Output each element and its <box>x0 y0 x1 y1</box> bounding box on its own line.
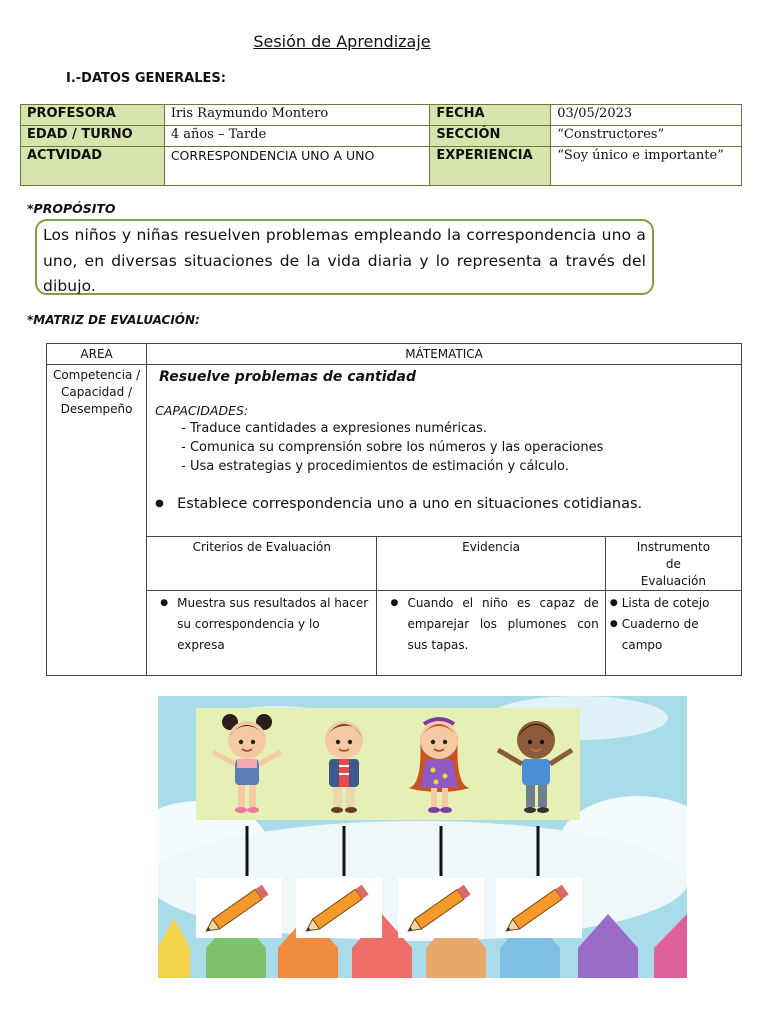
experiencia-value: “Soy único e importante” <box>551 147 742 186</box>
criterios-header: Criterios de Evaluación <box>147 537 377 591</box>
actividad-label: ACTVIDAD <box>21 147 165 186</box>
profesora-value: Iris Raymundo Montero <box>164 105 429 126</box>
purpose-box <box>35 219 654 295</box>
bullet-icon: ● <box>390 598 399 608</box>
competencia-title: Resuelve problemas de cantidad <box>159 369 416 385</box>
competencia-content-cell <box>147 365 742 537</box>
general-data-table <box>20 104 742 186</box>
instrumento-header-line: Instrumento <box>636 540 711 554</box>
capacidad-item: - Traduce cantidades a expresiones numéricas. <box>181 419 733 438</box>
bullet-icon: ● <box>155 498 164 509</box>
document-title: Sesión de Aprendizaje <box>253 32 431 51</box>
experiencia-label: EXPERIENCIA <box>430 147 551 186</box>
criterio-cell <box>147 591 377 676</box>
bullet-icon: ● <box>160 598 169 608</box>
area-value: MÁTEMATICA <box>147 344 742 365</box>
seccion-label: SECCIÓN <box>430 126 551 147</box>
instrumento-header-line: Evaluación <box>640 574 706 588</box>
capacidad-item: - Comunica su comprensión sobre los números y las operaciones <box>181 438 733 457</box>
evidencia-header: Evidencia <box>377 537 605 591</box>
instrumento-item: Cuaderno de campo <box>621 617 699 652</box>
actividad-value: CORRESPONDENCIA UNO A UNO <box>164 147 429 186</box>
bullet-icon: ● <box>609 598 618 608</box>
evidencia-text: Cuando el niño es capaz de emparejar los plumones con sus tapas. <box>407 596 599 652</box>
instrumento-item: Lista de cotejo <box>621 596 710 610</box>
purpose-heading: *PROPÓSITO <box>27 201 116 216</box>
instrumento-header <box>605 537 741 591</box>
capacidad-item: - Usa estrategias y procedimientos de estimación y cálculo. <box>181 457 733 476</box>
correspondence-illustration <box>158 696 687 978</box>
profesora-label: PROFESORA <box>21 105 165 126</box>
section-general-heading: I.-DATOS GENERALES: <box>66 71 226 86</box>
instrumento-header-line: de <box>665 557 681 571</box>
capacidades-label: CAPACIDADES: <box>155 403 249 418</box>
instrumento-cell <box>605 591 741 676</box>
evaluation-matrix-table <box>46 343 742 676</box>
competencia-label <box>47 365 147 676</box>
desempeno-line <box>155 496 733 512</box>
fecha-value: 03/05/2023 <box>551 105 742 126</box>
capacidades-list <box>181 419 733 476</box>
area-label: AREA <box>47 344 147 365</box>
desempeno-text: Establece correspondencia uno a uno en situaciones cotidianas. <box>177 496 643 512</box>
competencia-label-text: Competencia / Capacidad / Desempeño <box>52 368 141 416</box>
matrix-heading: *MATRIZ DE EVALUACIÓN: <box>27 313 200 327</box>
evidencia-cell <box>377 591 605 676</box>
bullet-icon: ● <box>609 619 618 629</box>
purpose-text: Los niños y niñas resuelven problemas empleando la correspondencia uno a uno, en diversas situaciones de la vida diaria y lo representa a través del dibujo. <box>43 226 646 295</box>
edad-turno-value: 4 años – Tarde <box>164 126 429 147</box>
fecha-label: FECHA <box>430 105 551 126</box>
edad-turno-label: EDAD / TURNO <box>21 126 165 147</box>
seccion-value: “Constructores” <box>551 126 742 147</box>
criterio-text: Muestra sus resultados al hacer su correspondencia y lo expresa <box>177 596 369 652</box>
